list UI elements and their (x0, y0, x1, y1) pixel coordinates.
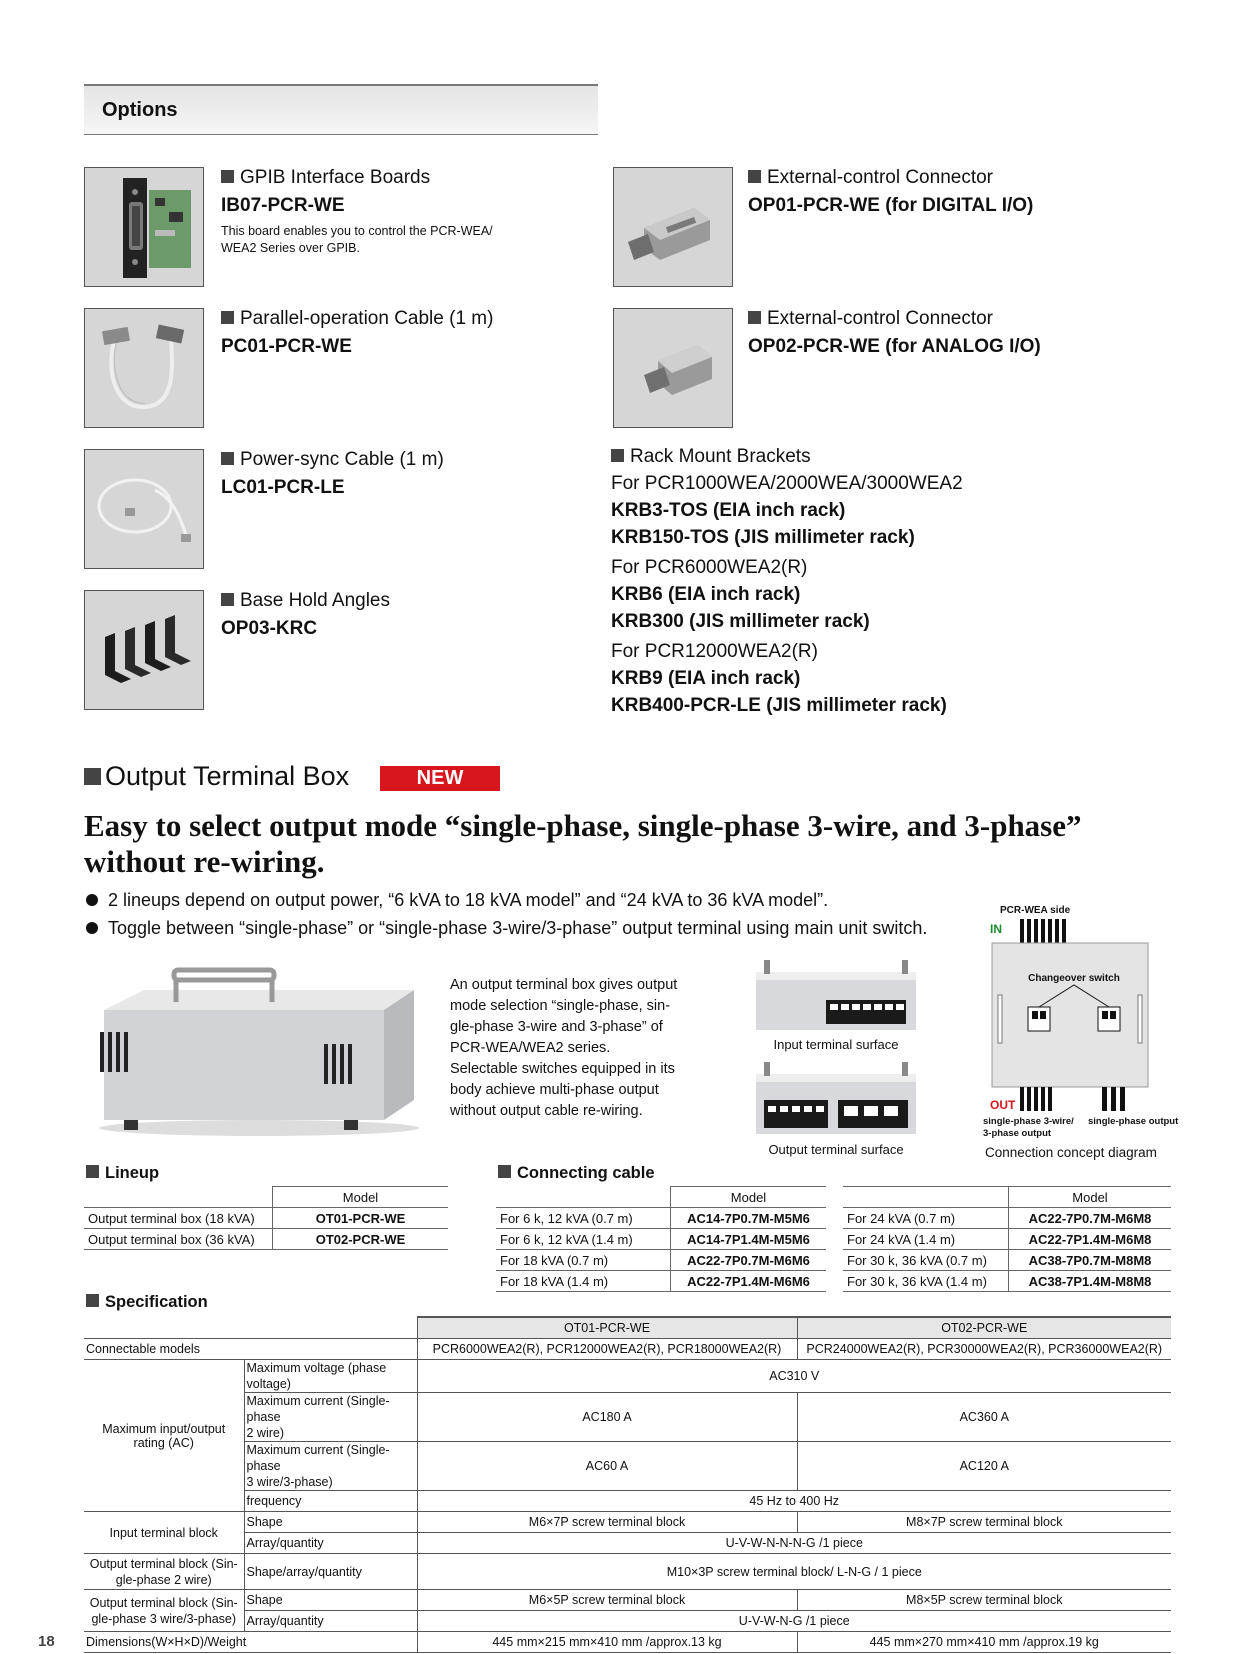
three-phase-output-label: single-phase 3-wire/ 3-phase output (983, 1116, 1074, 1139)
table-cell: Maximum input/output (102, 1421, 226, 1436)
table-cell: Shape/array/quantity (244, 1554, 417, 1590)
table-cell: 445 mm×270 mm×410 mm /approx.19 kg (797, 1632, 1171, 1653)
table-row (84, 1208, 448, 1229)
table-row (843, 1271, 1171, 1292)
table-cell: Maximum current (Single-phase (246, 1394, 390, 1424)
table-cell: Output terminal box (36 kVA) (84, 1229, 273, 1250)
in-label: IN (990, 922, 1002, 936)
cable-table-right (843, 1186, 1171, 1292)
otb-bullet: 2 lineups depend on output power, “6 kVA to 18 kVA model” and “24 kVA to 36 kVA model”. (86, 890, 828, 911)
base-hold-angles-image (84, 590, 204, 710)
table-cell: U-V-W-N-N-N-G /1 piece (417, 1533, 1171, 1554)
table-cell: rating (AC) (133, 1435, 194, 1450)
table-cell: Dimensions(W×H×D)/Weight (84, 1632, 417, 1653)
table-cell: For 24 kVA (1.4 m) (843, 1229, 1009, 1250)
power-sync-cable-image (84, 449, 204, 569)
table-cell: M6×7P screw terminal block (417, 1512, 797, 1533)
table-cell (84, 1590, 244, 1632)
table-row (496, 1271, 826, 1292)
table-cell: AC38-7P0.7M-M8M8 (1009, 1250, 1172, 1271)
table-row (496, 1229, 826, 1250)
rack-line: For PCR12000WEA2(R) (611, 641, 818, 662)
option-op02-title: External-control Connector (748, 308, 1148, 330)
option-op01-model: OP01-PCR-WE (for DIGITAL I/O) (748, 195, 1034, 216)
square-bullet-icon (84, 768, 101, 785)
table-row (843, 1208, 1171, 1229)
options-header (84, 84, 598, 135)
table-row (84, 1632, 1171, 1653)
square-bullet-icon (86, 1165, 99, 1178)
table-cell: 2 wire) (246, 1426, 285, 1440)
rack-line: For PCR6000WEA2(R) (611, 557, 808, 578)
option-lc01-title: Power-sync Cable (1 m) (221, 449, 561, 471)
table-cell: For 24 kVA (0.7 m) (843, 1208, 1009, 1229)
table-cell: AC22-7P1.4M-M6M6 (671, 1271, 827, 1292)
table-row (84, 1512, 1171, 1533)
rack-line: KRB9 (EIA inch rack) (611, 668, 801, 689)
table-cell: Output terminal block (Sin- (89, 1595, 238, 1610)
table-cell: Output terminal block (Sin- (89, 1556, 238, 1571)
option-gpib-desc: This board enables you to control the PCR-WEA/ WEA2 Series over GPIB. (221, 224, 493, 255)
table-cell: OT01-PCR-WE (273, 1208, 449, 1229)
table-cell: AC14-7P0.7M-M5M6 (671, 1208, 827, 1229)
option-pc01-title: Parallel-operation Cable (1 m) (221, 308, 561, 330)
digital-connector-image (613, 167, 733, 287)
table-row (84, 1393, 1171, 1442)
connection-concept-diagram (983, 905, 1179, 1155)
otb-headline: Easy to select output mode “single-phase, single-phase 3-wire, and 3-phase” without re-wiring. (84, 808, 1082, 879)
table-row (84, 1590, 1171, 1611)
rack-line: KRB150-TOS (JIS millimeter rack) (611, 527, 915, 548)
table-row (496, 1208, 826, 1229)
square-bullet-icon (611, 449, 624, 462)
table-cell: For 30 k, 36 kVA (1.4 m) (843, 1271, 1009, 1292)
table-cell: 3 wire/3-phase) (246, 1475, 333, 1489)
changeover-switch-label: Changeover switch (1028, 973, 1120, 984)
table-cell: gle-phase 3 wire/3-phase) (91, 1611, 237, 1626)
table-cell: 445 mm×215 mm×410 mm /approx.13 kg (417, 1632, 797, 1653)
table-cell (244, 1393, 417, 1442)
input-terminal-image (752, 958, 920, 1036)
table-cell: Connectable models (84, 1339, 417, 1360)
table-row (84, 1554, 1171, 1590)
table-cell (84, 1317, 417, 1339)
lineup-table (84, 1186, 448, 1250)
option-op02-model: OP02-PCR-WE (for ANALOG I/O) (748, 336, 1041, 357)
cable-table-left (496, 1186, 826, 1292)
table-cell: AC180 A (417, 1393, 797, 1442)
table-cell: For 30 k, 36 kVA (0.7 m) (843, 1250, 1009, 1271)
table-cell: AC14-7P1.4M-M5M6 (671, 1229, 827, 1250)
table-cell: Shape (244, 1590, 417, 1611)
table-cell (84, 1360, 244, 1512)
table-cell: M8×7P screw terminal block (797, 1512, 1171, 1533)
table-cell (843, 1187, 1009, 1208)
table-cell: frequency (244, 1491, 417, 1512)
table-cell: M8×5P screw terminal block (797, 1590, 1171, 1611)
table-cell: Input terminal block (84, 1512, 244, 1554)
table-row (84, 1229, 448, 1250)
table-cell: 45 Hz to 400 Hz (417, 1491, 1171, 1512)
option-gpib-model: IB07-PCR-WE (221, 195, 345, 216)
table-cell: gle-phase 2 wire) (115, 1572, 212, 1587)
option-op01-title: External-control Connector (748, 167, 1148, 189)
table-cell: AC60 A (417, 1442, 797, 1491)
table-cell: For 18 kVA (1.4 m) (496, 1271, 671, 1292)
rack-mount-brackets (611, 443, 1171, 719)
table-row (843, 1229, 1171, 1250)
square-bullet-icon (748, 311, 761, 324)
table-cell: Output terminal box (18 kVA) (84, 1208, 273, 1229)
table-cell: OT02-PCR-WE (797, 1317, 1171, 1339)
table-cell: Model (1009, 1187, 1172, 1208)
square-bullet-icon (221, 593, 234, 606)
table-cell: Array/quantity (244, 1533, 417, 1554)
square-bullet-icon (498, 1165, 511, 1178)
rack-title: Rack Mount Brackets (611, 443, 1171, 470)
table-cell (496, 1187, 671, 1208)
table-cell: AC22-7P1.4M-M6M8 (1009, 1229, 1172, 1250)
option-lc01-model: LC01-PCR-LE (221, 477, 345, 498)
option-op03-title: Base Hold Angles (221, 590, 561, 612)
table-cell: OT01-PCR-WE (417, 1317, 797, 1339)
bullet-dot-icon (86, 922, 98, 934)
table-row (84, 1360, 1171, 1393)
table-cell: AC310 V (417, 1360, 1171, 1393)
lineup-title: Lineup (86, 1164, 159, 1183)
table-cell: PCR24000WEA2(R), PCR30000WEA2(R), PCR36000WEA2(R) (797, 1339, 1171, 1360)
table-cell (84, 1554, 244, 1590)
table-cell: Model (273, 1187, 449, 1208)
gpib-board-image (84, 167, 204, 287)
table-cell: Maximum voltage (phase voltage) (244, 1360, 417, 1393)
output-terminal-box-title: Output Terminal Box (84, 761, 349, 792)
table-cell: AC120 A (797, 1442, 1171, 1491)
square-bullet-icon (748, 170, 761, 183)
new-badge: NEW (380, 766, 500, 791)
table-cell: AC22-7P0.7M-M6M6 (671, 1250, 827, 1271)
rack-line: KRB400-PCR-LE (JIS millimeter rack) (611, 695, 947, 716)
table-row (84, 1442, 1171, 1491)
pcr-wea-side-label: PCR-WEA side (1000, 905, 1071, 916)
table-cell (84, 1187, 273, 1208)
table-cell: For 6 k, 12 kVA (1.4 m) (496, 1229, 671, 1250)
option-gpib-title: GPIB Interface Boards (221, 167, 561, 189)
square-bullet-icon (221, 170, 234, 183)
rack-line: For PCR1000WEA/2000WEA/3000WEA2 (611, 473, 963, 494)
rack-line: KRB6 (EIA inch rack) (611, 584, 801, 605)
table-cell: For 18 kVA (0.7 m) (496, 1250, 671, 1271)
table-cell: U-V-W-N-G /1 piece (417, 1611, 1171, 1632)
option-pc01-model: PC01-PCR-WE (221, 336, 352, 357)
table-row (84, 1611, 1171, 1632)
option-op03-model: OP03-KRC (221, 618, 318, 639)
options-title: Options (102, 99, 178, 121)
analog-connector-image (613, 308, 733, 428)
table-cell: M10×3P screw terminal block/ L-N-G / 1 piece (417, 1554, 1171, 1590)
table-row (496, 1250, 826, 1271)
page-number: 18 (38, 1633, 55, 1650)
rack-line: KRB300 (JIS millimeter rack) (611, 611, 870, 632)
table-cell: Model (671, 1187, 827, 1208)
table-row (84, 1491, 1171, 1512)
table-cell: AC22-7P0.7M-M6M8 (1009, 1208, 1172, 1229)
table-row (84, 1317, 1171, 1339)
out-label: OUT (990, 1098, 1016, 1112)
bullet-dot-icon (86, 894, 98, 906)
square-bullet-icon (221, 311, 234, 324)
cable-title: Connecting cable (498, 1164, 655, 1183)
table-row (843, 1250, 1171, 1271)
table-cell: Maximum current (Single-phase (246, 1443, 390, 1473)
output-terminal-box-image (84, 950, 434, 1140)
table-cell: AC360 A (797, 1393, 1171, 1442)
otb-bullet: Toggle between “single-phase” or “single-phase 3-wire/3-phase” output terminal using main unit switch. (86, 918, 927, 939)
table-cell: Array/quantity (244, 1611, 417, 1632)
table-cell: OT02-PCR-WE (273, 1229, 449, 1250)
rack-line: KRB3-TOS (EIA inch rack) (611, 500, 846, 521)
table-cell: For 6 k, 12 kVA (0.7 m) (496, 1208, 671, 1229)
table-row (84, 1339, 1171, 1360)
output-terminal-caption: Output terminal surface (768, 1142, 904, 1157)
otb-description: An output terminal box gives output mode selection “single-phase, sin- gle-phase 3-wire and 3-phase” of PCR-WEA/WEA2 series. Selectable switches equipped in its body achieve multi-phase output without output cable re-wiring. (450, 977, 678, 1119)
square-bullet-icon (221, 452, 234, 465)
table-cell: AC38-7P1.4M-M8M8 (1009, 1271, 1172, 1292)
spec-title: Specification (86, 1293, 208, 1312)
spec-table (84, 1316, 1171, 1653)
output-terminal-image (752, 1060, 920, 1140)
single-phase-output-label: single-phase output (1088, 1116, 1179, 1127)
table-cell: PCR6000WEA2(R), PCR12000WEA2(R), PCR18000WEA2(R) (417, 1339, 797, 1360)
input-terminal-caption: Input terminal surface (773, 1037, 899, 1052)
parallel-cable-image (84, 308, 204, 428)
square-bullet-icon (86, 1294, 99, 1307)
table-cell (244, 1442, 417, 1491)
table-cell: Shape (244, 1512, 417, 1533)
diagram-caption: Connection concept diagram (985, 1145, 1157, 1160)
table-row (84, 1533, 1171, 1554)
table-cell: M6×5P screw terminal block (417, 1590, 797, 1611)
